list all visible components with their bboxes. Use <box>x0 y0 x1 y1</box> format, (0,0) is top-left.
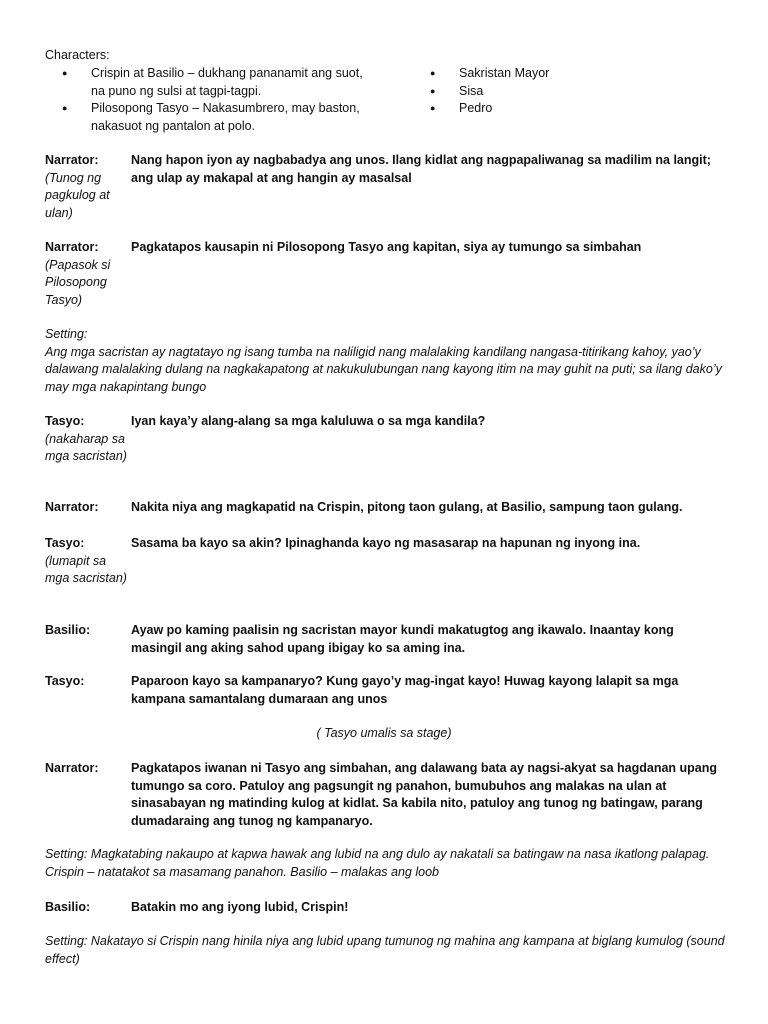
dialogue-text: Ayaw po kaming paalisin ng sacristan mayor kundi makatugtog ang ikawalo. Inaantay kong masingil ang aking sahod upang ibigay ko sa aming ina. <box>131 623 674 655</box>
dialogue-text: Nang hapon iyon ay nagbabadya ang unos. Ilang kidlat ang nagpapaliwanag sa madilim na langit; ang ulap ay makapal at ang hangin ay masalsal <box>131 153 711 185</box>
dialogue-narrator-2 <box>45 239 725 309</box>
stage-direction: (nakaharap sa mga sacristan) <box>45 431 127 463</box>
list-item: ● Crispin at Basilio – dukhang pananamit ang suot, na puno ng sulsi at tagpi-tagpi. <box>62 65 372 100</box>
setting-2: Setting: Magkatabing nakaupo at kapwa hawak ang lubid na ang dulo ay nakatali sa batingaw na nasa ikatlong palapag. Crispin – natatakot sa masamang panahon. Basilio – malakas ang loob <box>45 847 710 879</box>
dialogue-text: Sasama ba kayo sa akin? Ipinaghanda kayo ng masasarap na hapunan ng inyong ina. <box>131 536 641 550</box>
stage-direction: (Tunog ng pagkulog at ulan) <box>45 170 110 220</box>
setting-text: Ang mga sacristan ay nagtatayo ng isang tumba na naliligid nang malalaking kandilang nangasa-titirikang kahoy, yao’y dalawang malalaking dulang na nagkakapatong at nakukulubungan nang kayong itim na may guhit na puti; sa ilang dako’y may mga nakapintang bungo <box>45 344 722 394</box>
list-item: ● Pedro <box>430 100 630 118</box>
dialogue-text: Pagkatapos kausapin ni Pilosopong Tasyo ang kapitan, siya ay tumungo sa simbahan <box>131 240 642 254</box>
speaker-name: Narrator: <box>45 500 99 514</box>
dialogue-text: Nakita niya ang magkapatid na Crispin, pitong taon gulang, at Basilio, sampung taon gulang. <box>131 500 683 514</box>
list-item: ● Pilosopong Tasyo – Nakasumbrero, may baston, nakasuot ng pantalon at polo. <box>62 100 372 135</box>
dialogue-tasyo-1 <box>45 413 725 466</box>
dialogue-narrator-3 <box>45 499 725 517</box>
dialogue-basilio-1 <box>45 622 725 657</box>
stage-direction: (Papasok si Pilosopong Tasyo) <box>45 257 111 307</box>
dialogue-text: Paparoon kayo sa kampanaryo? Kung gayo’y mag-ingat kayo! Huwag kayong lalapit sa mga kampana samantalang dumaraan ang unos <box>131 674 679 706</box>
stage-direction: (lumapit sa mga sacristan) <box>45 553 127 585</box>
speaker-name: Basilio: <box>45 623 91 637</box>
characters-list-right <box>430 65 630 118</box>
dialogue-basilio-2 <box>45 899 725 917</box>
speaker-name: Narrator: <box>45 153 99 167</box>
dialogue-text: Batakin mo ang iyong lubid, Crispin! <box>131 900 349 914</box>
list-item: ● Sakristan Mayor <box>430 65 630 83</box>
speaker-name: Narrator: <box>45 240 99 254</box>
dialogue-text: Iyan kaya’y alang-alang sa mga kaluluwa o sa mga kandila? <box>131 414 486 428</box>
dialogue-tasyo-3 <box>45 673 725 708</box>
stage-note: ( Tasyo umalis sa stage) <box>316 726 452 740</box>
dialogue-narrator-1 <box>45 152 725 222</box>
dialogue-text: Pagkatapos iwanan ni Tasyo ang simbahan, ang dalawang bata ay nagsi-akyat sa hagdanan upang tumungo sa coro. Patuloy ang pagsungit ng panahon, bumubuhos ang malakas na ulan at sinasabayan ng matinding kulog at kidlat. Sa kabila nito, patuloy ang tunog ng batingaw, parang dumadaraing ang tunog ng kampanaryo. <box>131 761 718 828</box>
setting-3: Setting: Nakatayo si Crispin nang hinila niya ang lubid upang tumunog ng mahina ang kampana at biglang kumulog (sound effect) <box>45 934 725 966</box>
characters-heading: Characters: <box>45 48 110 62</box>
speaker-name: Tasyo: <box>45 414 85 428</box>
setting-1 <box>45 326 725 396</box>
dialogue-tasyo-2 <box>45 535 725 588</box>
speaker-name: Basilio: <box>45 900 91 914</box>
speaker-name: Tasyo: <box>45 536 85 550</box>
list-item: ● Sisa <box>430 83 630 101</box>
characters-list-left <box>62 65 372 135</box>
setting-label: Setting: <box>45 327 88 341</box>
dialogue-narrator-4 <box>45 760 725 830</box>
speaker-name: Narrator: <box>45 761 99 775</box>
speaker-name: Tasyo: <box>45 674 85 688</box>
